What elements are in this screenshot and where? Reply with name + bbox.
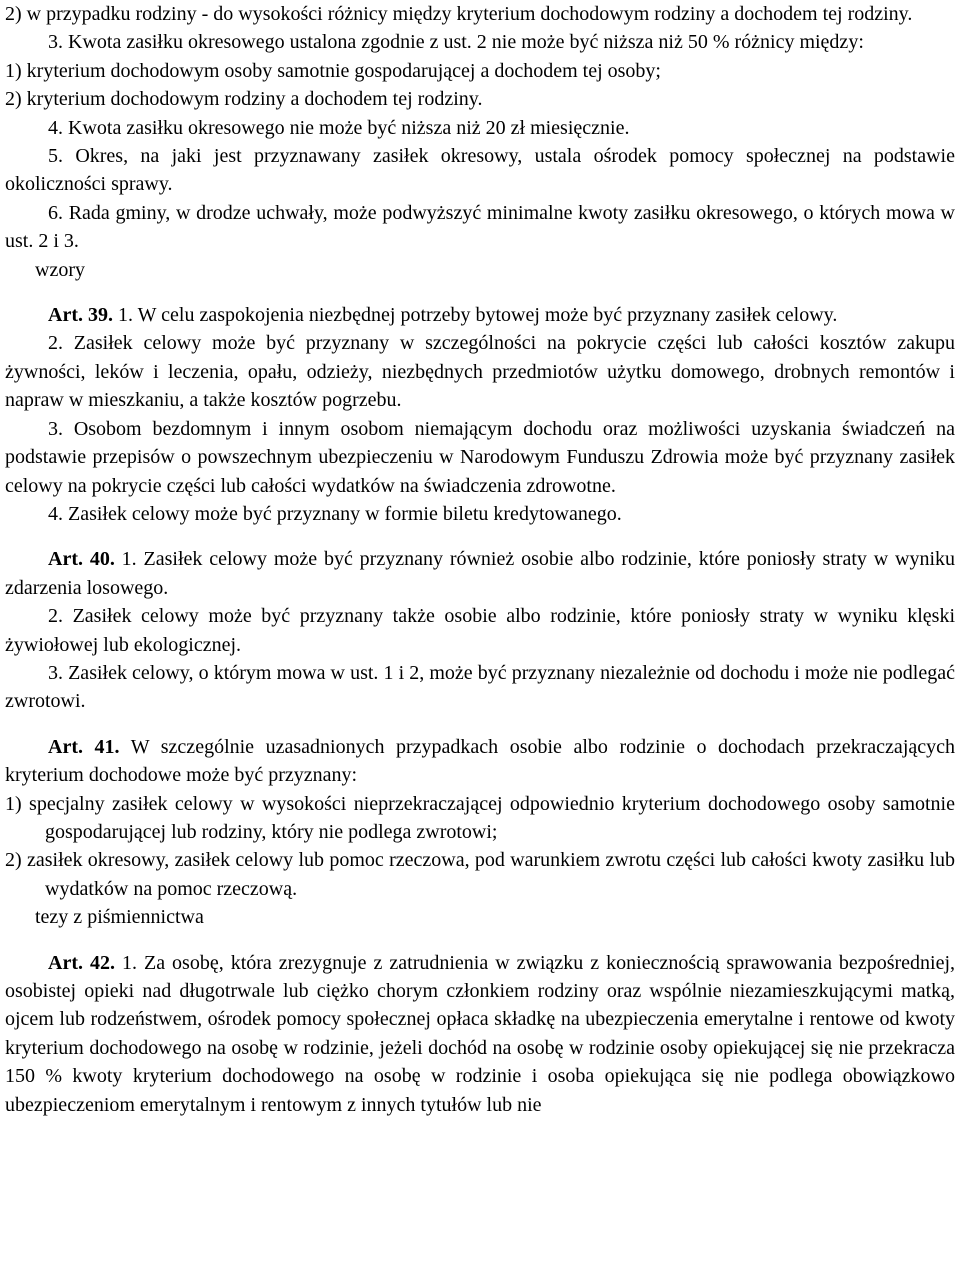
article-label: Art. 40. [48, 548, 115, 571]
article-label: Art. 39. [48, 304, 113, 327]
paragraph: 4. Zasiłek celowy może być przyznany w formie biletu kredytowanego. [48, 502, 622, 525]
tezy-link[interactable]: tezy z piśmiennictwa [35, 906, 204, 929]
article-text: W szczególnie uzasadnionych przypadkach osobie albo rodzinie o dochodach przekraczających kryterium dochodowe może być przyznany: [5, 735, 956, 787]
article-text: 1. Zasiłek celowy może być przyznany również osobie albo rodzinie, które poniosły straty w wyniku zdarzenia losowego. [5, 548, 955, 599]
article-label: Art. 42. [48, 951, 115, 974]
paragraph: 3. Kwota zasiłku okresowego ustalona zgodnie z ust. 2 nie może być niższa niż 50 % różnicy między: [48, 31, 864, 54]
article-42 [5, 949, 955, 1119]
paragraph: 2) w przypadku rodziny - do wysokości różnicy między kryterium dochodowym rodziny a dochodem tej rodziny. [5, 3, 913, 25]
paragraph: 3. Osobom bezdomnym i innym osobom niemającym dochodu oraz możliwości uzyskania świadczeń na podstawie przepisów o powszechnym ubezpieczeniu w Narodowym Funduszu Zdrowia może być przyznany zasiłek celowy na pokrycie części lub całości wydatków na świadczenia zdrowotne. [5, 417, 955, 497]
article-text: 1. Za osobę, która zrezygnuje z zatrudnienia w związku z koniecznością sprawowania bezpośredniej, osobistej opieki nad długotrwale lub ciężko chorym członkiem rodziny oraz wspólnie niezamieszkującymi matką, ojcem lub rodzeństwem, ośrodek pomocy społecznej opłaca składkę na ubezpieczenia emerytalne i rentowe od kwoty kryterium dochodowego na osobę w rodzinie, jeżeli dochód na osobę w rodzinie osoby opiekującej się nie przekracza 150 % kwoty kryterium dochodowego na osobę w rodzinie i osoba opiekująca się nie podlega obowiązkowo ubezpieczeniom emerytalnym i rentowym z innych tytułów lub nie [5, 951, 955, 1116]
paragraph: 5. Okres, na jaki jest przyznawany zasiłek okresowy, ustala ośrodek pomocy społecznej na podstawie okoliczności sprawy. [5, 145, 955, 196]
list-item: 2) kryterium dochodowym rodziny a dochodem tej rodziny. [5, 88, 483, 111]
list-item: 1) specjalny zasiłek celowy w wysokości nieprzekraczającej odpowiednio kryterium dochodowego osoby samotnie gospodarującej lub rodziny, który nie podlega zwrotowi; [5, 792, 955, 843]
paragraph: 2. Zasiłek celowy może być przyznany także osobie albo rodzinie, które poniosły straty w wyniku klęski żywiołowej lub ekologicznej. [5, 605, 955, 656]
article-label: Art. 41. [48, 735, 120, 758]
paragraph: 4. Kwota zasiłku okresowego nie może być niższa niż 20 zł miesięcznie. [48, 116, 630, 139]
list-item: 1) kryterium dochodowym osoby samotnie gospodarującej a dochodem tej osoby; [5, 59, 661, 82]
paragraph: 3. Zasiłek celowy, o którym mowa w ust. 1 i 2, może być przyznany niezależnie od dochodu i może nie podlegać zwrotowi. [5, 661, 955, 713]
paragraph: 6. Rada gminy, w drodze uchwały, może podwyższyć minimalne kwoty zasiłku okresowego, o których mowa w ust. 2 i 3. [5, 201, 955, 253]
wzory-link[interactable]: wzory [35, 258, 85, 281]
article-41 [5, 733, 955, 790]
article-39 [5, 301, 955, 329]
paragraph: 2. Zasiłek celowy może być przyznany w szczególności na pokrycie części lub całości kosztów zakupu żywności, leków i leczenia, opału, odzieży, niezbędnych przedmiotów użytku domowego, drobnych remontów i napraw w mieszkaniu, a także kosztów pogrzebu. [5, 332, 955, 412]
list-item: 2) zasiłek okresowy, zasiłek celowy lub pomoc rzeczowa, pod warunkiem zwrotu części lub całości kwoty zasiłku lub wydatków na pomoc rzeczową. [5, 849, 955, 900]
article-text: 1. W celu zaspokojenia niezbędnej potrzeby bytowej może być przyznany zasiłek celowy. [112, 304, 838, 327]
article-40 [5, 545, 955, 602]
